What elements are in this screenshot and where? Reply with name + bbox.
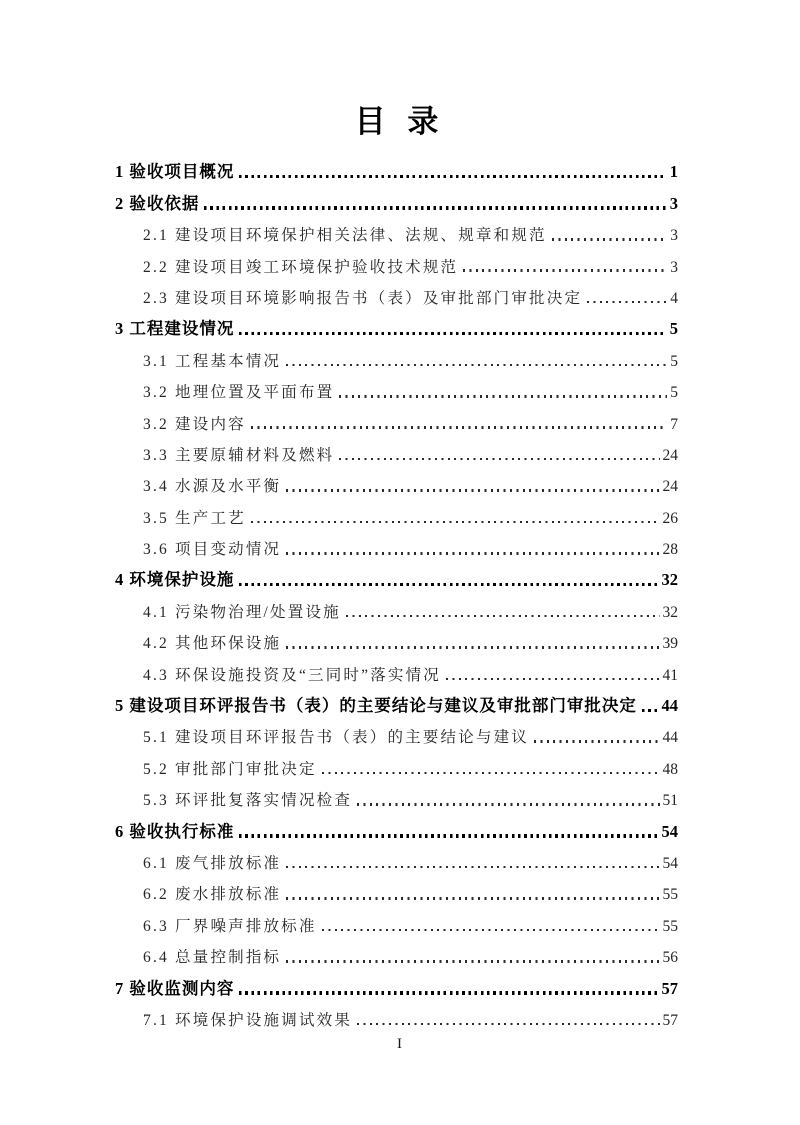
toc-entry-page-number: 57: [662, 1011, 678, 1029]
toc-entry-label: 2.2 建设项目竣工环境保护验收技术规范: [143, 258, 459, 276]
toc-entry-page-number: 1: [669, 162, 678, 182]
dot-leader: [357, 803, 659, 806]
toc-entry-label: 3.5 生产工艺: [143, 509, 246, 527]
toc-entry-page-number: 51: [662, 792, 678, 810]
toc-entry: [115, 151, 678, 182]
table-of-contents: [115, 151, 678, 1030]
toc-entry: [115, 936, 678, 967]
dot-leader: [322, 929, 660, 932]
toc-entry: [115, 277, 678, 308]
toc-entry-label: 6.1 废气排放标准: [143, 854, 282, 872]
toc-entry-page-number: 3: [670, 258, 678, 276]
toc-entry: [115, 214, 678, 245]
dot-leader: [239, 991, 658, 994]
toc-entry: [115, 339, 678, 370]
dot-leader: [286, 489, 659, 492]
toc-entry-label: 7.1 环境保护设施调试效果: [143, 1011, 353, 1029]
toc-entry-label: 6.2 废水排放标准: [143, 886, 282, 904]
dot-leader: [239, 175, 666, 178]
toc-entry-page-number: 32: [662, 603, 678, 621]
toc-entry-label: 2.3 建设项目环境影响报告书（表）及审批部门审批决定: [143, 289, 583, 307]
toc-entry-page-number: 44: [662, 729, 678, 747]
toc-entry-page-number: 5: [670, 352, 678, 370]
dot-leader: [534, 740, 659, 743]
toc-entry-label: 6 验收执行标准: [115, 821, 235, 841]
dot-leader: [239, 834, 658, 837]
toc-entry: [115, 371, 678, 402]
toc-entry-page-number: 3: [670, 227, 678, 245]
toc-entry: [115, 528, 678, 559]
toc-entry: [115, 904, 678, 935]
toc-entry-page-number: 54: [662, 854, 678, 872]
toc-entry: [115, 559, 678, 590]
toc-entry: [115, 590, 678, 621]
toc-entry: [115, 496, 678, 527]
toc-entry: [115, 622, 678, 653]
dot-leader: [286, 364, 667, 367]
toc-entry-label: 3.3 主要原辅材料及燃料: [143, 446, 335, 464]
toc-entry-label: 2 验收依据: [115, 193, 200, 213]
dot-leader: [239, 583, 658, 586]
dot-leader: [339, 395, 667, 398]
toc-entry-label: 4 环境保护设施: [115, 570, 235, 590]
page-title: 目 录: [354, 104, 446, 139]
footer-page-number: I: [397, 1036, 403, 1052]
toc-entry-page-number: 41: [662, 666, 678, 684]
toc-entry-page-number: 7: [670, 415, 678, 433]
toc-entry: [115, 434, 678, 465]
toc-entry-label: 3 工程建设情况: [115, 319, 235, 339]
toc-entry: [115, 308, 678, 339]
toc-entry: [115, 465, 678, 496]
toc-entry-page-number: 28: [662, 541, 678, 559]
dot-leader: [552, 238, 667, 241]
toc-entry-page-number: 57: [661, 978, 678, 998]
dot-leader: [239, 332, 666, 335]
toc-entry-label: 7 验收监测内容: [115, 978, 235, 998]
toc-entry-page-number: 55: [662, 886, 678, 904]
toc-entry-label: 4.1 污染物治理/处置设施: [143, 603, 341, 621]
toc-entry-label: 4.2 其他环保设施: [143, 635, 282, 653]
toc-entry-page-number: 24: [662, 446, 678, 464]
toc-entry-page-number: 24: [662, 478, 678, 496]
toc-entry-page-number: 32: [661, 570, 678, 590]
dot-leader: [446, 678, 659, 681]
toc-entry-page-number: 56: [662, 949, 678, 967]
toc-entry-label: 6.4 总量控制指标: [143, 949, 282, 967]
toc-entry-label: 5.3 环评批复落实情况检查: [143, 792, 353, 810]
toc-entry: [115, 967, 678, 998]
toc-entry: [115, 653, 678, 684]
toc-entry: [115, 779, 678, 810]
toc-entry-page-number: 5: [669, 319, 678, 339]
toc-entry: [115, 842, 678, 873]
toc-entry-page-number: 55: [662, 917, 678, 935]
toc-entry-label: 2.1 建设项目环境保护相关法律、法规、规章和规范: [143, 227, 547, 245]
toc-entry: [115, 716, 678, 747]
toc-entry-label: 3.1 工程基本情况: [143, 352, 282, 370]
dot-leader: [346, 615, 660, 618]
toc-entry: [115, 402, 678, 433]
toc-entry-page-number: 3: [669, 193, 678, 213]
toc-entry-label: 1 验收项目概况: [115, 162, 235, 182]
dot-leader: [286, 960, 659, 963]
toc-entry: [115, 685, 678, 716]
toc-entry: [115, 999, 678, 1030]
toc-entry: [115, 810, 678, 841]
dot-leader: [463, 269, 667, 272]
toc-entry-label: 3.2 建设内容: [143, 415, 246, 433]
toc-entry-label: 6.3 厂界噪声排放标准: [143, 917, 317, 935]
toc-entry-label: 3.4 水源及水平衡: [143, 478, 282, 496]
toc-entry-label: 5 建设项目环评报告书（表）的主要结论与建议及审批部门审批决定: [115, 696, 637, 716]
dot-leader: [286, 646, 659, 649]
dot-leader: [357, 1023, 659, 1026]
toc-entry-label: 5.2 审批部门审批决定: [143, 760, 317, 778]
toc-entry: [115, 873, 678, 904]
toc-entry-label: 4.3 环保设施投资及“三同时”落实情况: [143, 666, 442, 684]
dot-leader: [204, 206, 666, 209]
dot-leader: [286, 897, 659, 900]
dot-leader: [286, 552, 659, 555]
toc-entry-page-number: 48: [662, 760, 678, 778]
toc-entry-page-number: 39: [662, 635, 678, 653]
toc-entry-page-number: 5: [670, 384, 678, 402]
toc-entry-label: 3.6 项目变动情况: [143, 541, 282, 559]
dot-leader: [251, 521, 660, 524]
toc-entry: [115, 245, 678, 276]
toc-entry-page-number: 26: [662, 509, 678, 527]
dot-leader: [339, 458, 659, 461]
toc-entry-page-number: 54: [661, 821, 678, 841]
toc-entry-page-number: 44: [661, 696, 678, 716]
toc-entry-label: 5.1 建设项目环评报告书（表）的主要结论与建议: [143, 729, 530, 747]
dot-leader: [286, 866, 659, 869]
toc-entry: [115, 182, 678, 213]
dot-leader: [587, 301, 667, 304]
toc-entry-label: 3.2 地理位置及平面布置: [143, 384, 335, 402]
toc-entry-page-number: 4: [670, 289, 678, 307]
dot-leader: [642, 709, 659, 712]
dot-leader: [251, 426, 667, 429]
toc-entry: [115, 747, 678, 778]
dot-leader: [322, 772, 660, 775]
